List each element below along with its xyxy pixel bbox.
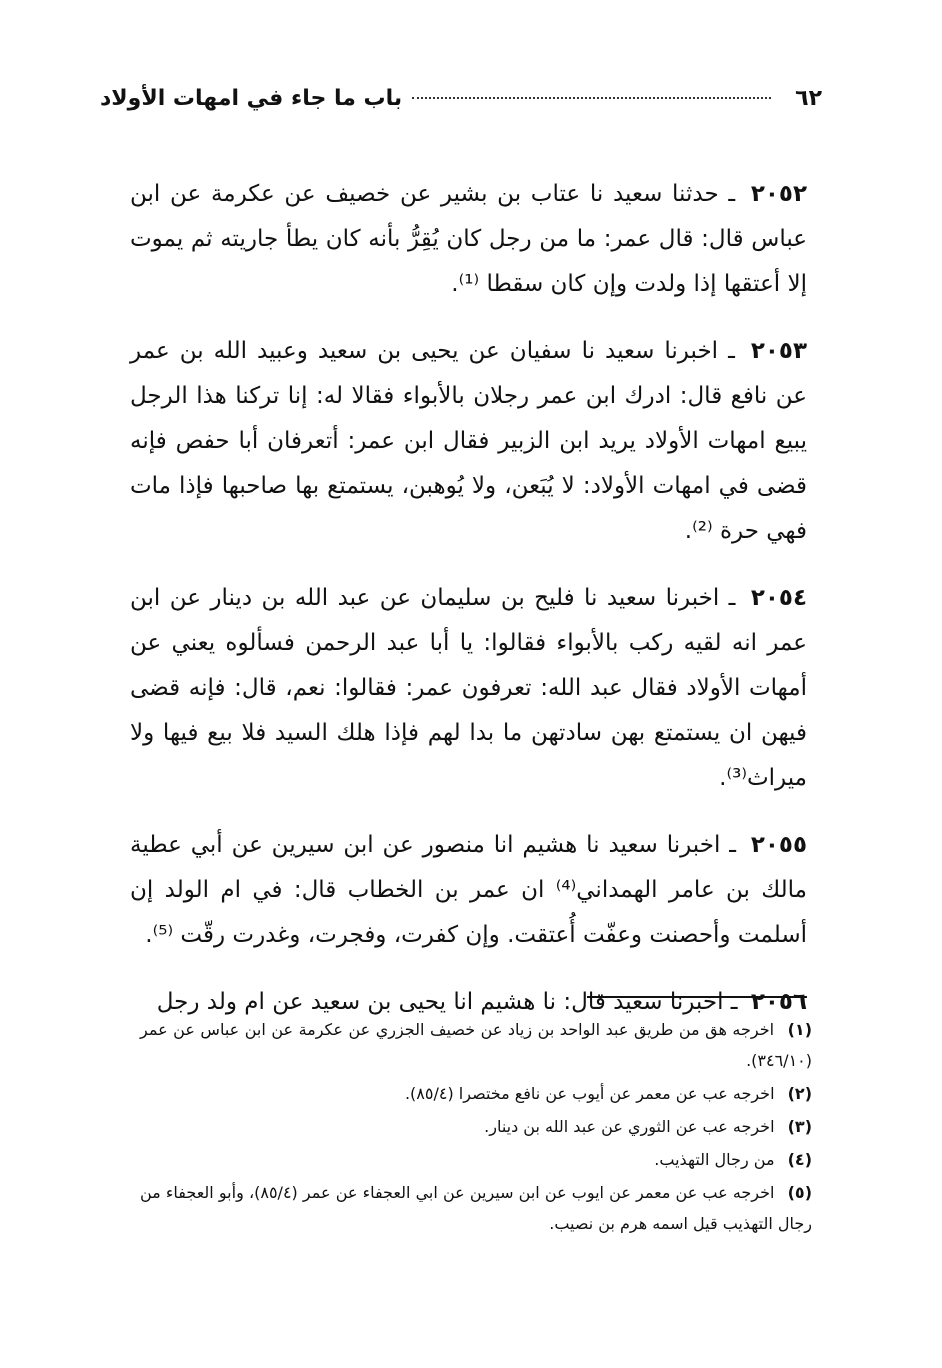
footnote-text: اخرجه عب عن معمر عن ايوب عن ابن سيرين عن ابي العجفاء عن عمر (٨٥/٤)، وأبو العجفاء من رجال التهذيب قيل اسمه هرم بن نصيب.	[140, 1183, 812, 1233]
hadith-number: ٢٠٥٣	[750, 338, 807, 364]
hadith-number: ٢٠٥٥	[750, 832, 807, 858]
footnote-number: (٣)	[787, 1117, 812, 1136]
hadith-number: ٢٠٥٦	[750, 989, 807, 1015]
main-text	[130, 172, 807, 1047]
footnote-separator	[587, 996, 807, 998]
hadith-2054	[130, 576, 807, 801]
footnote-4	[140, 1144, 812, 1175]
hadith-text: ـ اخبرنا سعيد قال: نا هشيم انا يحيى بن سعيد عن ام ولد رجل	[156, 989, 738, 1015]
hadith-2055	[130, 823, 807, 958]
hadith-text: ـ اخبرنا سعيد نا هشيم انا منصور عن ابن سيرين عن أبي عطية مالك بن عامر الهمداني⁽⁴⁾ ان عمر بن الخطاب قال: في ام الولد إن أسلمت وأحصنت وعفّت أُعتقت. وإن كفرت، وفجرت، وغدرت رقّت ⁽⁵⁾.	[130, 832, 807, 948]
hadith-text: ـ حدثنا سعيد نا عتاب بن بشير عن خصيف عن عكرمة عن ابن عباس قال: قال عمر: ما من رجل كان يُقِرُّ بأنه كان يطأ جاريته ثم يموت إلا أعتقها إذا ولدت وإن كان سقطا ⁽¹⁾.	[130, 181, 807, 297]
footnote-2	[140, 1078, 812, 1109]
footnote-3	[140, 1111, 812, 1142]
header-dotted-rule	[412, 97, 771, 99]
footnote-number: (٤)	[787, 1150, 812, 1169]
hadith-number: ٢٠٥٢	[750, 181, 808, 207]
footnote-text: اخرجه عب عن الثوري عن عبد الله بن دينار.	[484, 1117, 775, 1136]
hadith-number: ٢٠٥٤	[750, 585, 807, 611]
hadith-text: ـ اخبرنا سعيد نا سفيان عن يحيى بن سعيد وعبيد الله بن عمر عن نافع قال: ادرك ابن عمر رجلان بالأبواء فقالا له: إنا تركنا هذا الرجل يبيع امهات الأولاد يريد ابن الزبير فقال ابن عمر: أتعرفان أبا حفص فإنه قضى في امهات الأولاد: لا يُبَعن، ولا يُوهبن، يستمتع بها صاحبها فإذا مات فهي حرة ⁽²⁾.	[130, 338, 807, 544]
running-title: باب ما جاء في امهات الأولاد	[100, 85, 403, 111]
footnote-text: اخرجه عب عن معمر عن أيوب عن نافع مختصرا (٨٥/٤).	[404, 1084, 775, 1103]
hadith-2052	[130, 172, 807, 307]
footnote-number: (١)	[787, 1020, 812, 1039]
footnote-number: (٥)	[787, 1183, 812, 1202]
footnote-number: (٢)	[787, 1084, 812, 1103]
hadith-2053	[130, 329, 807, 554]
footnote-text: من رجال التهذيب.	[654, 1150, 775, 1169]
page-number: ٦٢	[795, 85, 822, 111]
hadith-text: ـ اخبرنا سعيد نا فليح بن سليمان عن عبد الله بن دينار عن ابن عمر انه لقيه ركب بالأبواء فقالوا: يا أبا عبد الرحمن فسألوه يعني عن أمهات الأولاد فقال عبد الله: تعرفون عمر: فقالوا: نعم، قال: فإنه قضى فيهن ان يستمتع بهن سادتهن ما بدا لهم فإذا هلك السيد فلا بيع فيها ولا ميراث⁽³⁾.	[130, 585, 807, 791]
footnote-text: اخرجه هق من طريق عبد الواحد بن زياد عن خصيف الجزري عن عكرمة عن ابن عباس عن عمر (٣٤٦/١٠).	[140, 1020, 812, 1070]
footnote-5	[140, 1177, 812, 1239]
footnote-1	[140, 1014, 812, 1076]
page-header	[100, 78, 822, 118]
footnotes	[140, 1014, 812, 1241]
